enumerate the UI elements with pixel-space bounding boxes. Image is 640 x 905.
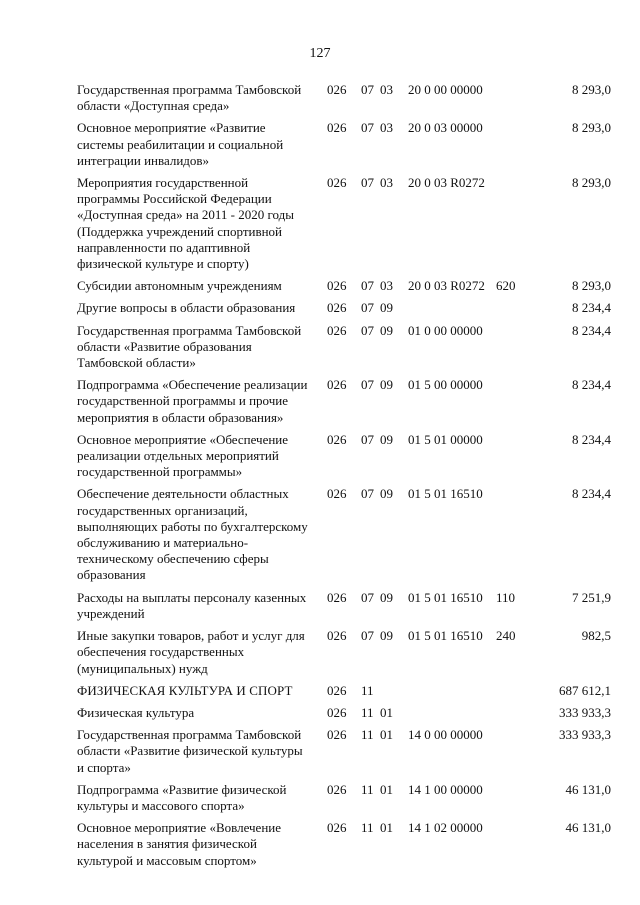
row-amount: 46 131,0: [565, 781, 611, 797]
table-row: [0, 432, 640, 481]
row-admin-code: 026: [327, 175, 347, 191]
table-row: [0, 683, 640, 699]
row-name: ФИЗИЧЕСКАЯ КУЛЬТУРА И СПОРТ: [77, 682, 293, 698]
row-subsection-code: 03: [380, 82, 393, 97]
row-amount: 8 293,0: [572, 278, 611, 294]
row-section-code: 11: [361, 820, 374, 836]
row-name: Физическая культура: [77, 704, 195, 720]
row-subsection-code: 03: [380, 175, 393, 191]
row-section-code: 07: [361, 486, 374, 502]
row-subsection-code: 09: [380, 431, 393, 447]
table-row: [0, 377, 640, 426]
row-section-code: 11: [361, 781, 374, 797]
table-row: [0, 120, 640, 169]
row-name: Основное мероприятие «Обеспечение реализации отдельных мероприятий государственной программы»: [77, 431, 289, 480]
row-section-code: 07: [361, 628, 374, 644]
row-admin-code: 026: [327, 727, 347, 743]
row-target-code: 01 5 00 00000: [408, 377, 483, 393]
row-name: Другие вопросы в области образования: [77, 300, 296, 316]
row-name: Государственная программа Тамбовской области «Развитие образования Тамбовской области»: [77, 322, 302, 371]
row-name: Мероприятия государственной программы Российской Федерации «Доступная среда» на 2011 - 2020 годы (Поддержка учреждений спортивной направленности по адаптивной физической культуре и спорту): [77, 175, 294, 272]
row-section-code: 07: [361, 322, 374, 338]
row-target-code: 01 5 01 16510: [408, 628, 483, 644]
row-subsection-code: 09: [380, 377, 393, 393]
row-subsection-code: 01: [380, 781, 393, 797]
row-admin-code: 026: [327, 300, 347, 316]
row-target-code: 01 5 01 00000: [408, 431, 483, 447]
row-admin-code: 026: [327, 704, 347, 720]
row-target-code: 01 5 01 16510: [408, 589, 483, 605]
row-name: Подпрограмма «Обеспечение реализации государственной программы и прочие мероприятия в области образования»: [77, 377, 308, 425]
row-amount: 8 234,4: [572, 377, 611, 393]
row-admin-code: 026: [327, 82, 347, 97]
table-row: [0, 590, 640, 622]
row-subsection-code: 03: [380, 120, 393, 136]
row-target-code: 20 0 00 00000: [408, 82, 483, 97]
table-row: [0, 323, 640, 372]
row-amount: 8 234,4: [572, 322, 611, 338]
table-row: [0, 705, 640, 721]
row-amount: 7 251,9: [572, 589, 611, 605]
row-name: Основное мероприятие «Вовлечение населения в занятия физической культурой и массовым спортом»: [77, 820, 282, 868]
row-admin-code: 026: [327, 589, 347, 605]
table-row: [0, 782, 640, 814]
row-name: Субсидии автономным учреждениям: [77, 278, 282, 294]
row-name: Основное мероприятие «Развитие системы реабилитации и социальной интеграции инвалидов»: [77, 120, 284, 168]
row-target-code: 20 0 03 R0272: [408, 175, 485, 191]
row-name: Обеспечение деятельности областных государственных организаций, выполняющих работы по бухгалтерскому обслуживанию и материально-техническому обеспечению сферы образования: [77, 486, 308, 583]
row-target-code: 14 1 02 00000: [408, 820, 483, 836]
row-amount: 46 131,0: [565, 820, 611, 836]
row-amount: 8 293,0: [572, 175, 611, 191]
row-amount: 333 933,3: [559, 704, 611, 720]
row-admin-code: 026: [327, 820, 347, 836]
row-target-code: 14 1 00 00000: [408, 781, 483, 797]
row-section-code: 07: [361, 300, 374, 316]
row-admin-code: 026: [327, 682, 347, 698]
row-subsection-code: 01: [380, 727, 393, 743]
row-section-code: 07: [361, 377, 374, 393]
row-expense-type: 620: [496, 278, 516, 294]
row-admin-code: 026: [327, 781, 347, 797]
row-section-code: 07: [361, 589, 374, 605]
row-subsection-code: 09: [380, 322, 393, 338]
row-admin-code: 026: [327, 278, 347, 294]
row-admin-code: 026: [327, 322, 347, 338]
row-subsection-code: 01: [380, 704, 393, 720]
table-row: [0, 820, 640, 869]
table-row: [0, 175, 640, 272]
page-number: 127: [309, 46, 331, 61]
row-section-code: 11: [361, 727, 374, 743]
row-expense-type: 240: [496, 628, 516, 644]
row-name: Государственная программа Тамбовской области «Доступная среда»: [77, 82, 302, 114]
table-row: [0, 486, 640, 583]
row-section-code: 07: [361, 82, 374, 97]
row-amount: 8 234,4: [572, 300, 611, 316]
row-subsection-code: 01: [380, 820, 393, 836]
row-admin-code: 026: [327, 120, 347, 136]
row-target-code: 14 0 00 00000: [408, 727, 483, 743]
row-amount: 982,5: [581, 628, 611, 644]
row-section-code: 07: [361, 431, 374, 447]
row-amount: 687 612,1: [559, 682, 611, 698]
row-section-code: 07: [361, 278, 374, 294]
row-amount: 8 293,0: [572, 82, 611, 97]
row-amount: 333 933,3: [559, 727, 611, 743]
row-subsection-code: 09: [380, 300, 393, 316]
row-section-code: 07: [361, 120, 374, 136]
row-section-code: 11: [361, 682, 374, 698]
row-admin-code: 026: [327, 628, 347, 644]
row-subsection-code: 09: [380, 589, 393, 605]
row-target-code: 01 0 00 00000: [408, 322, 483, 338]
row-target-code: 20 0 03 00000: [408, 120, 483, 136]
row-name: Иные закупки товаров, работ и услуг для обеспечения государственных (муниципальных) нужд: [77, 628, 305, 676]
row-section-code: 11: [361, 704, 374, 720]
row-admin-code: 026: [327, 486, 347, 502]
row-name: Государственная программа Тамбовской области «Развитие физической культуры и спорта»: [77, 727, 303, 775]
budget-table: [0, 82, 640, 875]
row-target-code: 01 5 01 16510: [408, 486, 483, 502]
row-subsection-code: 03: [380, 278, 393, 294]
row-amount: 8 234,4: [572, 486, 611, 502]
row-name: Расходы на выплаты персоналу казенных учреждений: [77, 589, 307, 621]
row-amount: 8 234,4: [572, 431, 611, 447]
table-row: [0, 278, 640, 294]
row-name: Подпрограмма «Развитие физической культуры и массового спорта»: [77, 781, 287, 813]
table-row: [0, 727, 640, 776]
row-admin-code: 026: [327, 431, 347, 447]
row-subsection-code: 09: [380, 628, 393, 644]
table-row: [0, 300, 640, 316]
row-target-code: 20 0 03 R0272: [408, 278, 485, 294]
table-row: [0, 628, 640, 677]
row-section-code: 07: [361, 175, 374, 191]
table-row: [0, 82, 640, 114]
row-subsection-code: 09: [380, 486, 393, 502]
row-amount: 8 293,0: [572, 120, 611, 136]
row-admin-code: 026: [327, 377, 347, 393]
row-expense-type: 110: [496, 589, 516, 605]
